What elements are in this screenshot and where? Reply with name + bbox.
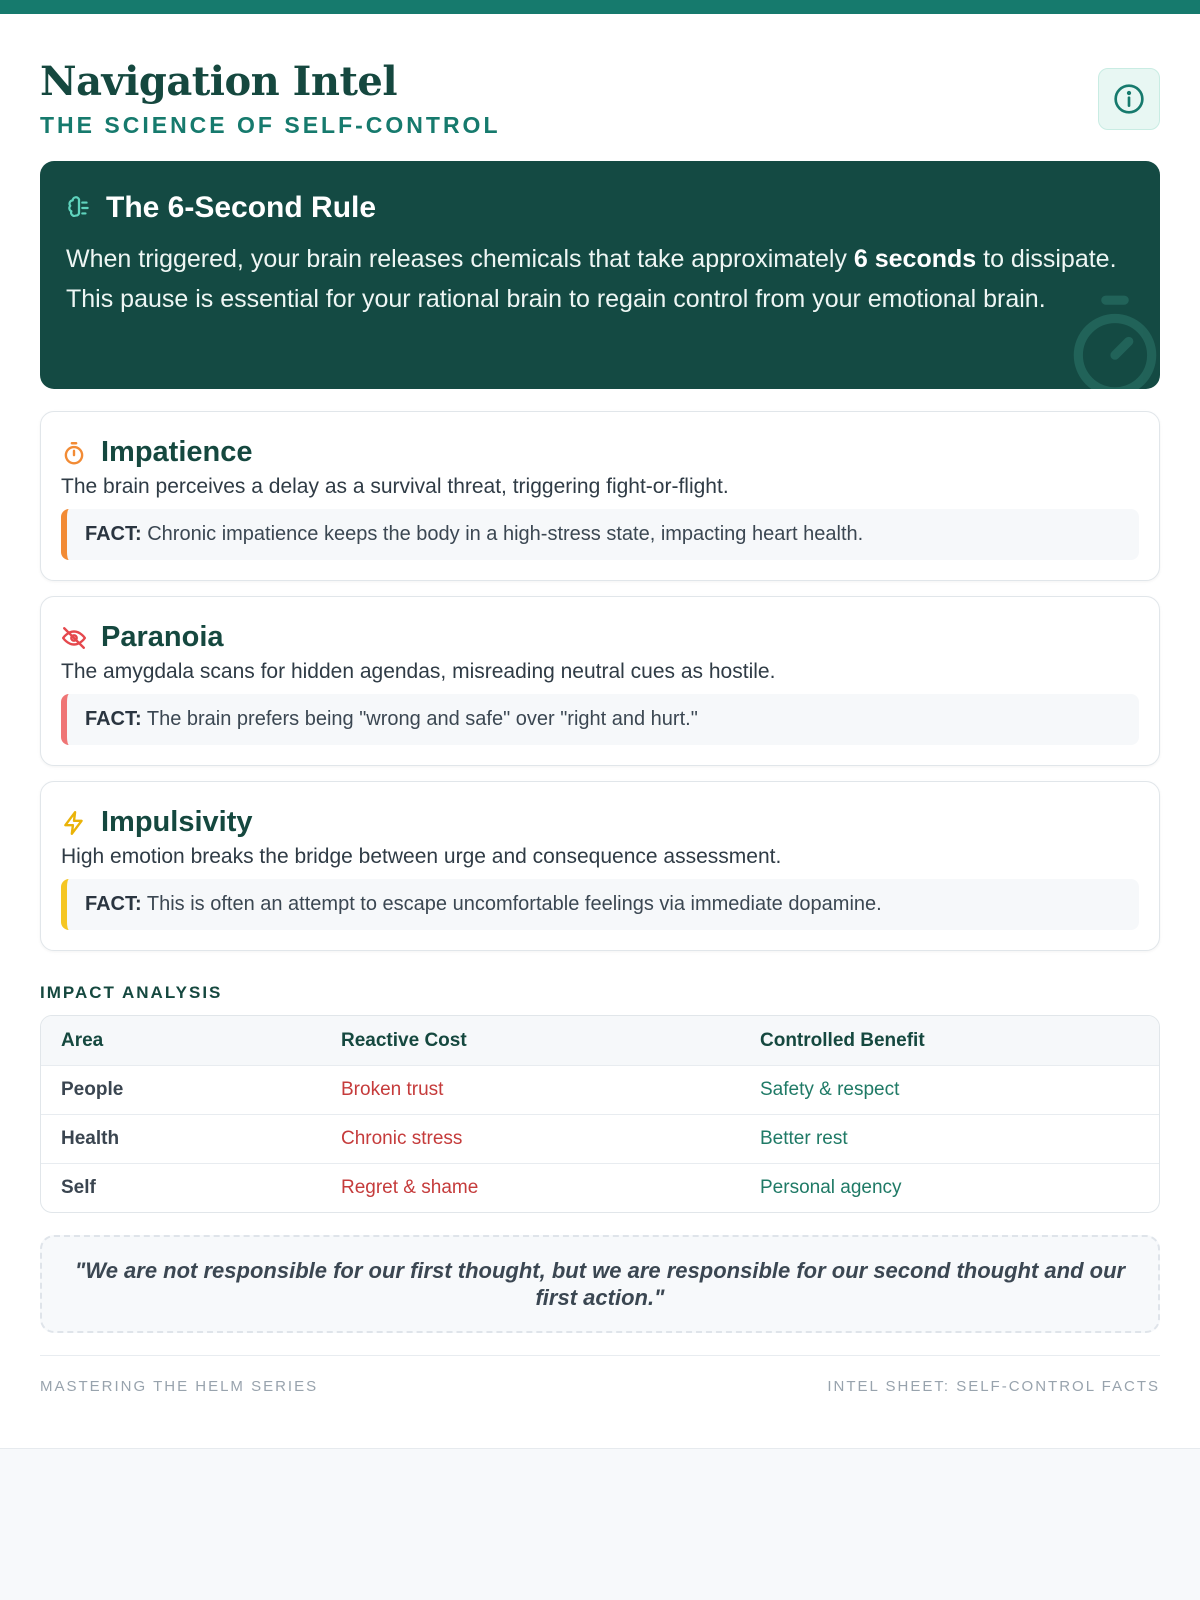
fact-label: FACT:: [85, 893, 142, 915]
reactive-cost-cell: Regret & shame: [341, 1177, 479, 1198]
footer-series-label: MASTERING THE HELM SERIES: [40, 1378, 319, 1395]
rule-description: [66, 239, 1134, 319]
emotion-card-impulsivity: [40, 781, 1160, 951]
table-header-row: [41, 1016, 1159, 1065]
timer-icon: [61, 440, 87, 466]
area-cell: Health: [61, 1128, 120, 1149]
fact-text: This is often an attempt to escape uncomfortable feelings via immediate dopamine.: [141, 893, 882, 915]
page-header: [40, 58, 1160, 139]
stopwatch-icon: [1060, 291, 1160, 389]
emotion-heading: [61, 806, 1139, 839]
emotion-title: Paranoia: [101, 621, 224, 653]
fact-callout: [61, 509, 1139, 560]
top-accent-bar: [0, 0, 1200, 14]
emotion-description: The brain perceives a delay as a survival threat, triggering fight-or-flight.: [61, 475, 729, 498]
table-row: [41, 1163, 1159, 1212]
column-header: Area: [61, 1029, 104, 1051]
rule-text-emphasis: 6 seconds: [853, 245, 977, 273]
rule-text-start: When triggered, your brain releases chemicals that take approximately: [66, 245, 854, 273]
area-cell: People: [61, 1079, 124, 1100]
footer-sheet-label: INTEL SHEET: SELF-CONTROL FACTS: [827, 1378, 1160, 1395]
fact-label: FACT:: [85, 708, 142, 730]
impact-analysis-heading: IMPACT ANALYSIS: [40, 983, 223, 1002]
page-footer: [40, 1355, 1160, 1395]
emotion-card-paranoia: [40, 596, 1160, 766]
six-second-rule-card: [40, 161, 1160, 389]
emotion-description: The amygdala scans for hidden agendas, misreading neutral cues as hostile.: [61, 660, 776, 683]
intel-sheet: [0, 14, 1200, 1449]
rule-title: The 6-Second Rule: [106, 191, 377, 224]
fact-label: FACT:: [85, 523, 142, 545]
emotion-title: Impulsivity: [101, 806, 253, 838]
lightning-icon: [61, 810, 87, 836]
brain-icon: [66, 195, 92, 221]
area-cell: Self: [61, 1177, 96, 1198]
controlled-benefit-cell: Safety & respect: [760, 1079, 900, 1100]
fact-text: The brain prefers being "wrong and safe" over "right and hurt.": [141, 708, 698, 730]
rule-text-end: to dissipate. This pause is essential for your rational brain to regain control from your emotional brain.: [66, 245, 1117, 313]
fact-text: Chronic impatience keeps the body in a high-stress state, impacting heart health.: [141, 523, 864, 545]
emotion-description: High emotion breaks the bridge between urge and consequence assessment.: [61, 845, 782, 868]
emotion-heading: [61, 621, 1139, 654]
controlled-benefit-cell: Better rest: [760, 1128, 848, 1149]
page-title: Navigation Intel: [40, 58, 398, 105]
fact-callout: [61, 879, 1139, 930]
column-header: Controlled Benefit: [760, 1029, 925, 1051]
info-circle-icon: [1113, 83, 1145, 115]
impact-table: [40, 1015, 1160, 1213]
rule-heading: [66, 191, 1134, 225]
column-header: Reactive Cost: [341, 1029, 467, 1051]
reactive-cost-cell: Broken trust: [341, 1079, 444, 1100]
quote-block: "We are not responsible for our first thought, but we are responsible for our second thought and our first action.": [40, 1235, 1160, 1333]
fact-callout: [61, 694, 1139, 745]
info-button[interactable]: [1098, 68, 1160, 130]
controlled-benefit-cell: Personal agency: [760, 1177, 902, 1198]
emotion-title: Impatience: [101, 436, 253, 468]
reactive-cost-cell: Chronic stress: [341, 1128, 463, 1149]
table-row: [41, 1065, 1159, 1114]
emotion-heading: [61, 436, 1139, 469]
eye-off-icon: [61, 625, 87, 651]
page-subtitle: THE SCIENCE OF SELF-CONTROL: [40, 112, 501, 138]
table-row: [41, 1114, 1159, 1163]
emotion-card-impatience: [40, 411, 1160, 581]
